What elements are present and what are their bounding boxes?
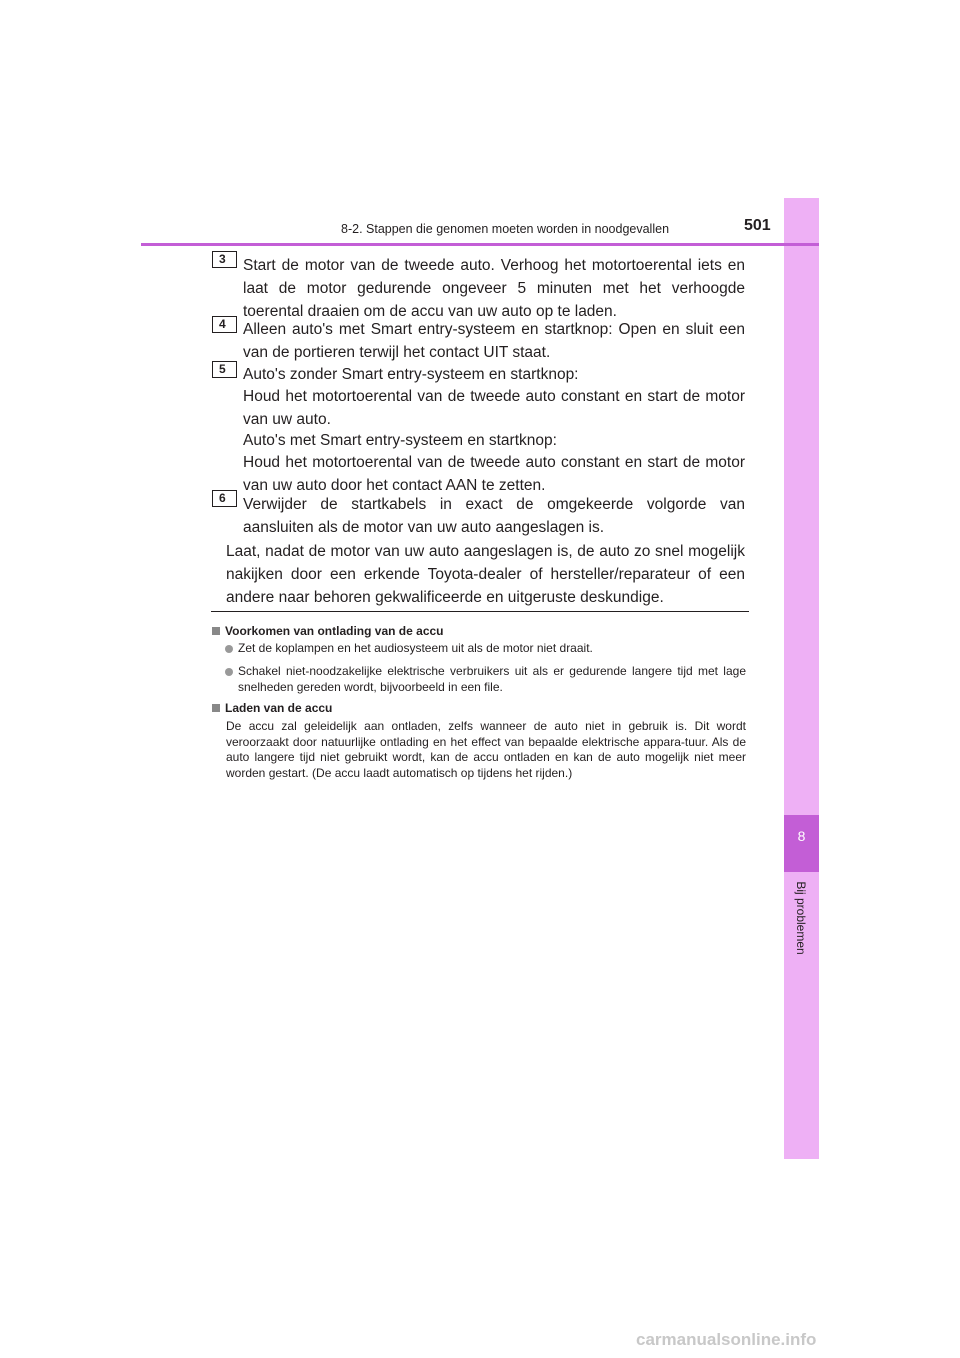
header-divider	[141, 243, 819, 246]
notes-divider	[211, 611, 749, 612]
bullet-dot-icon	[225, 645, 233, 653]
note-bullet-text: Schakel niet-noodzakelijke elektrische verbruikers uit als er gedurende langere tijd met lage snelheden gereden wordt, bijvoorbeeld in een file.	[238, 664, 746, 694]
bullet-dot-icon	[225, 668, 233, 676]
square-bullet-icon	[212, 627, 220, 635]
step-paragraph: Start de motor van de tweede auto. Verhoog het motortoerental iets en laat de motor gedurende ongeveer 5 minuten met het verhoogde toerental draaien om de accu van uw auto op te laden.	[243, 257, 745, 320]
chapter-side-tab	[784, 198, 819, 1159]
step-number-badge: 6	[212, 490, 237, 507]
step-paragraph: Verwijder de startkabels in exact de omgekeerde volgorde van aansluiten als de motor van uw auto aangeslagen is.	[243, 496, 745, 536]
note-heading-text: Voorkomen van ontlading van de accu	[225, 624, 444, 638]
note-bullet-text: Zet de koplampen en het audiosysteem uit als de motor niet draait.	[238, 641, 593, 655]
watermark: carmanualsonline.info	[636, 1330, 817, 1349]
square-bullet-icon	[212, 704, 220, 712]
step-number-badge: 3	[212, 251, 237, 268]
note-heading	[212, 701, 332, 716]
closing-paragraph: Laat, nadat de motor van uw auto aangeslagen is, de auto zo snel mogelijk nakijken door een erkende Toyota-dealer of hersteller/reparateur of een andere naar behoren gekwalificeerde en uitgeruste deskundige.	[226, 543, 745, 606]
step-paragraph: Auto's met Smart entry-systeem en startknop:	[243, 432, 557, 449]
note-heading-text: Laden van de accu	[225, 701, 333, 715]
chapter-label: Bij problemen	[794, 881, 808, 955]
section-title: 8-2. Stappen die genomen moeten worden in noodgevallen	[341, 222, 670, 236]
step-number-badge: 5	[212, 361, 237, 378]
step-number-badge: 4	[212, 316, 237, 333]
note-body-text: De accu zal geleidelijk aan ontladen, zelfs wanneer de auto niet in gebruik is. Dit wordt veroorzaakt door natuurlijke ontlading en het effect van bepaalde elektrische appara-tuur. Als de auto langere tijd niet gebruikt wordt, kan de accu ontladen en kan de auto mogelijk niet meer worden gestart. (De accu laadt automatisch op tijdens het rijden.)	[226, 719, 746, 780]
step-paragraph: Auto's zonder Smart entry-systeem en startknop:	[243, 366, 579, 383]
chapter-number: 8	[797, 828, 806, 844]
step-paragraph: Houd het motortoerental van de tweede auto constant en start de motor van uw auto door het contact AAN te zetten.	[243, 454, 745, 494]
note-heading	[212, 624, 444, 639]
step-paragraph: Alleen auto's met Smart entry-systeem en startknop: Open en sluit een van de portieren terwijl het contact UIT staat.	[243, 321, 745, 361]
page-number: 501	[744, 217, 771, 234]
step-paragraph: Houd het motortoerental van de tweede auto constant en start de motor van uw auto.	[243, 388, 745, 428]
